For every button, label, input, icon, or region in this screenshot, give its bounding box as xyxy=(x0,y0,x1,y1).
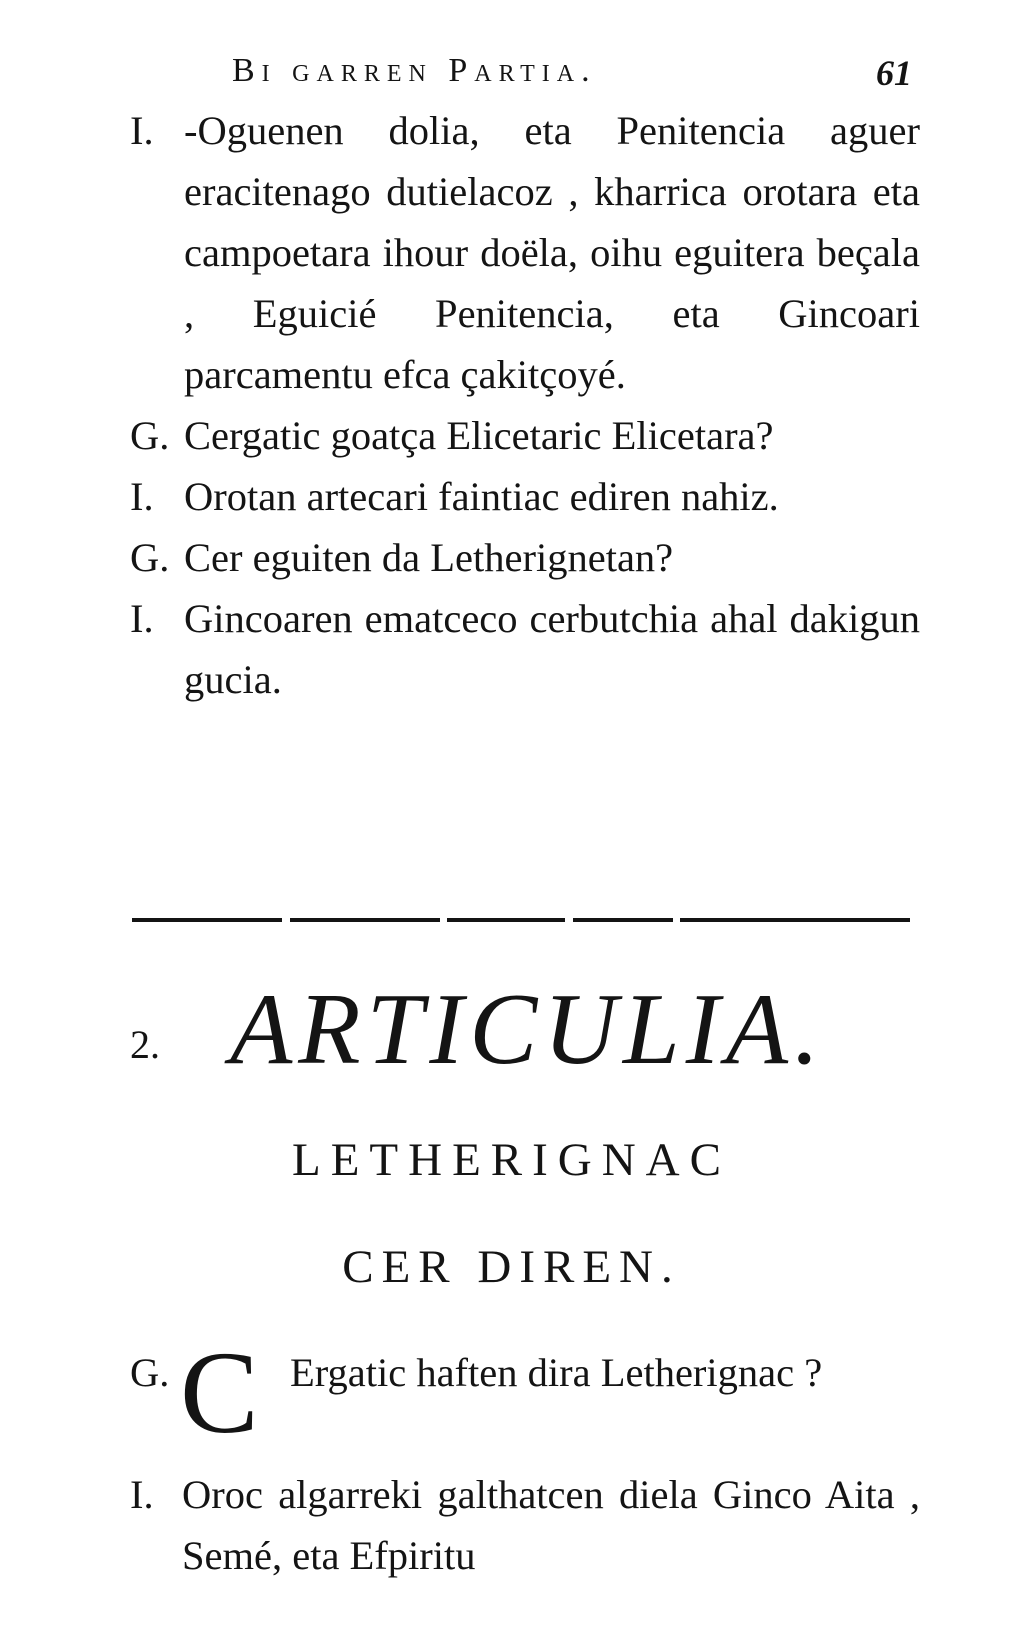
page-number: 61 xyxy=(876,53,912,93)
chapter-subtitle: CER DIREN. xyxy=(342,1241,681,1293)
article-number: 2. xyxy=(130,1022,160,1067)
speaker-marker: I. xyxy=(130,108,154,153)
divider-segment xyxy=(447,918,565,922)
entry-text: Ergatic haften dira Letherignac ? xyxy=(290,1350,823,1395)
dialogue-entry xyxy=(130,527,920,588)
dialogue-entry xyxy=(130,466,920,527)
dialogue-entry xyxy=(130,1464,920,1586)
speaker-marker: G. xyxy=(130,1350,170,1395)
speaker-marker: I. xyxy=(130,474,154,519)
running-head xyxy=(232,52,912,102)
speaker-marker: G. xyxy=(130,413,170,458)
entry-text: Oroc algarreki galthatcen diela Ginco Aita , Semé, eta Efpiritu xyxy=(182,1472,920,1578)
catechism-dialogue xyxy=(130,100,920,710)
article-heading xyxy=(130,975,920,1085)
dialogue-entry xyxy=(130,588,920,710)
entry-text: Gincoaren ematceco cerbutchia ahal dakigun gucia. xyxy=(184,596,920,702)
section-divider xyxy=(132,918,910,923)
entry-text: Orotan artecari faintiac ediren nahiz. xyxy=(184,474,779,519)
divider-segment xyxy=(290,918,440,922)
divider-segment xyxy=(680,918,910,922)
speaker-marker: I. xyxy=(130,596,154,641)
speaker-marker: I. xyxy=(130,1472,154,1517)
article-title: ARTICULIA. xyxy=(230,973,826,1086)
entry-text: Cer eguiten da Letherignetan? xyxy=(184,535,674,580)
divider-segment xyxy=(132,918,282,922)
running-head-title: Bi garren Partia. xyxy=(232,52,597,89)
chapter-title: LETHERIGNAC xyxy=(292,1134,731,1186)
speaker-marker: G. xyxy=(130,535,170,580)
dialogue-entry-first xyxy=(130,1327,920,1458)
divider-segment xyxy=(573,918,673,922)
dialogue-entry xyxy=(130,100,920,405)
dialogue-entry xyxy=(130,405,920,466)
entry-text: -Oguenen dolia, eta Penitencia aguer eracitenago dutielacoz , kharrica orotara eta campoetara ihour doëla, oihu eguitera beçala , Eguicié Penitencia, eta Gincoari parcamentu efca çakitçoyé. xyxy=(184,108,920,397)
drop-cap: C xyxy=(180,1327,259,1458)
entry-text: Cergatic goatça Elicetaric Elicetara? xyxy=(184,413,774,458)
